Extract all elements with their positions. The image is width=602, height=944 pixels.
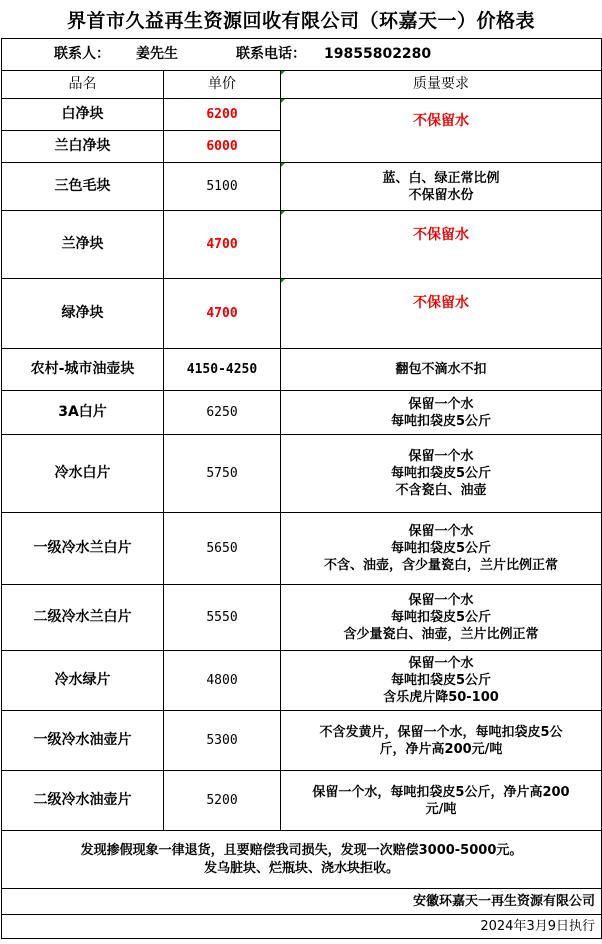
table-row (2, 163, 602, 211)
quality-requirement: 不保留水 (281, 99, 602, 163)
quality-requirement (281, 435, 602, 513)
requirement-line: 每吨扣袋皮5公斤 (390, 466, 492, 481)
product-price: 4700 (164, 279, 281, 349)
requirement-line: 每吨扣袋皮5公斤 (390, 610, 492, 625)
table-row (2, 211, 602, 279)
product-name: 农村-城市油壶块 (2, 349, 164, 391)
note-line: 发乌脏块、烂瓶块、浇水块拒收。 (203, 860, 399, 876)
product-price: 6200 (164, 99, 281, 131)
requirement-line: 保留一个水 (408, 449, 474, 464)
requirement-line: 保留一个水 (408, 396, 474, 412)
requirement-line: 蓝、白、绿正常比例 (382, 170, 500, 186)
product-price: 5650 (164, 513, 281, 585)
quality-requirement: 翻包不滴水不扣 (281, 349, 602, 391)
requirement-line: 斤，净片高200元/吨 (379, 741, 503, 757)
contact-row (2, 39, 602, 71)
contact-person-label: 联系人： (54, 46, 110, 62)
requirement-line: 保留一个水，每吨扣袋皮5公斤，净片高200 (312, 784, 570, 800)
price-table (1, 38, 602, 939)
contact-phone-label: 联系电话： (236, 46, 306, 62)
header-price: 单价 (164, 71, 281, 99)
table-row (2, 585, 602, 651)
product-name: 兰净块 (2, 211, 164, 279)
product-price: 5300 (164, 711, 281, 771)
product-name: 二级冷水兰白片 (2, 585, 164, 651)
table-row (2, 711, 602, 771)
table-row (2, 651, 602, 711)
header-name: 品名 (2, 71, 164, 99)
notes (2, 831, 602, 889)
product-name: 一级冷水兰白片 (2, 513, 164, 585)
quality-requirement (281, 585, 602, 651)
product-price: 5750 (164, 435, 281, 513)
requirement-line: 不含发黄片，保留一个水，每吨扣袋皮5公 (319, 724, 563, 740)
requirement-line: 不含瓷白、油壶 (395, 483, 487, 498)
company-name: 安徽环嘉天一再生资源有限公司 (2, 889, 602, 915)
quality-requirement (281, 771, 602, 831)
note-line: 发现掺假现象一律退货，且要赔偿我司损失，发现一次赔偿3000-5000元。 (80, 842, 523, 858)
date-row (2, 915, 602, 939)
requirement-line: 每吨扣袋皮5公斤 (390, 541, 492, 556)
table-row (2, 99, 602, 131)
quality-requirement (281, 651, 602, 711)
quality-requirement: 不保留水 (281, 211, 602, 279)
table-row (2, 391, 602, 435)
product-price: 4700 (164, 211, 281, 279)
product-name: 二级冷水油壶片 (2, 771, 164, 831)
table-row (2, 349, 602, 391)
product-price: 5100 (164, 163, 281, 211)
quality-requirement (281, 391, 602, 435)
product-name: 3A白片 (2, 391, 164, 435)
product-name: 冷水白片 (2, 435, 164, 513)
page-title: 界首市久益再生资源回收有限公司（环嘉天一）价格表 (66, 9, 535, 32)
quality-requirement (281, 163, 602, 211)
product-price: 5200 (164, 771, 281, 831)
requirement-line: 保留一个水 (408, 656, 474, 671)
company-row (2, 889, 602, 915)
product-price: 5550 (164, 585, 281, 651)
requirement-line: 每吨扣袋皮5公斤 (390, 413, 492, 429)
product-price: 6250 (164, 391, 281, 435)
contact-phone: 19855802280 (324, 46, 432, 62)
product-name: 一级冷水油壶片 (2, 711, 164, 771)
product-name: 绿净块 (2, 279, 164, 349)
quality-requirement (281, 711, 602, 771)
product-name: 白净块 (2, 99, 164, 131)
requirement-line: 不含、油壶，含少量瓷白，兰片比例正常 (323, 558, 558, 573)
quality-requirement: 不保留水 (281, 279, 602, 349)
requirement-line: 不保留水份 (408, 187, 474, 203)
header-req: 质量要求 (281, 71, 602, 99)
effective-date: 2024年3月9日执行 (2, 915, 602, 939)
product-price: 4800 (164, 651, 281, 711)
requirement-line: 含少量瓷白、油壶，兰片比例正常 (343, 627, 539, 642)
product-name: 兰白净块 (2, 131, 164, 163)
requirement-line: 含乐虎片降50-100 (383, 690, 499, 705)
contact-person-name: 姜先生 (136, 46, 178, 62)
header-row (2, 71, 602, 99)
requirement-line: 保留一个水 (408, 593, 474, 608)
requirement-line: 保留一个水 (408, 524, 474, 539)
quality-requirement (281, 513, 602, 585)
product-name: 冷水绿片 (2, 651, 164, 711)
requirement-line: 元/吨 (425, 801, 457, 817)
table-row (2, 771, 602, 831)
table-row (2, 435, 602, 513)
product-price: 4150-4250 (164, 349, 281, 391)
table-row (2, 513, 602, 585)
product-price: 6000 (164, 131, 281, 163)
notes-row (2, 831, 602, 889)
product-name: 三色毛块 (2, 163, 164, 211)
requirement-line: 每吨扣袋皮5公斤 (390, 673, 492, 688)
table-row (2, 279, 602, 349)
